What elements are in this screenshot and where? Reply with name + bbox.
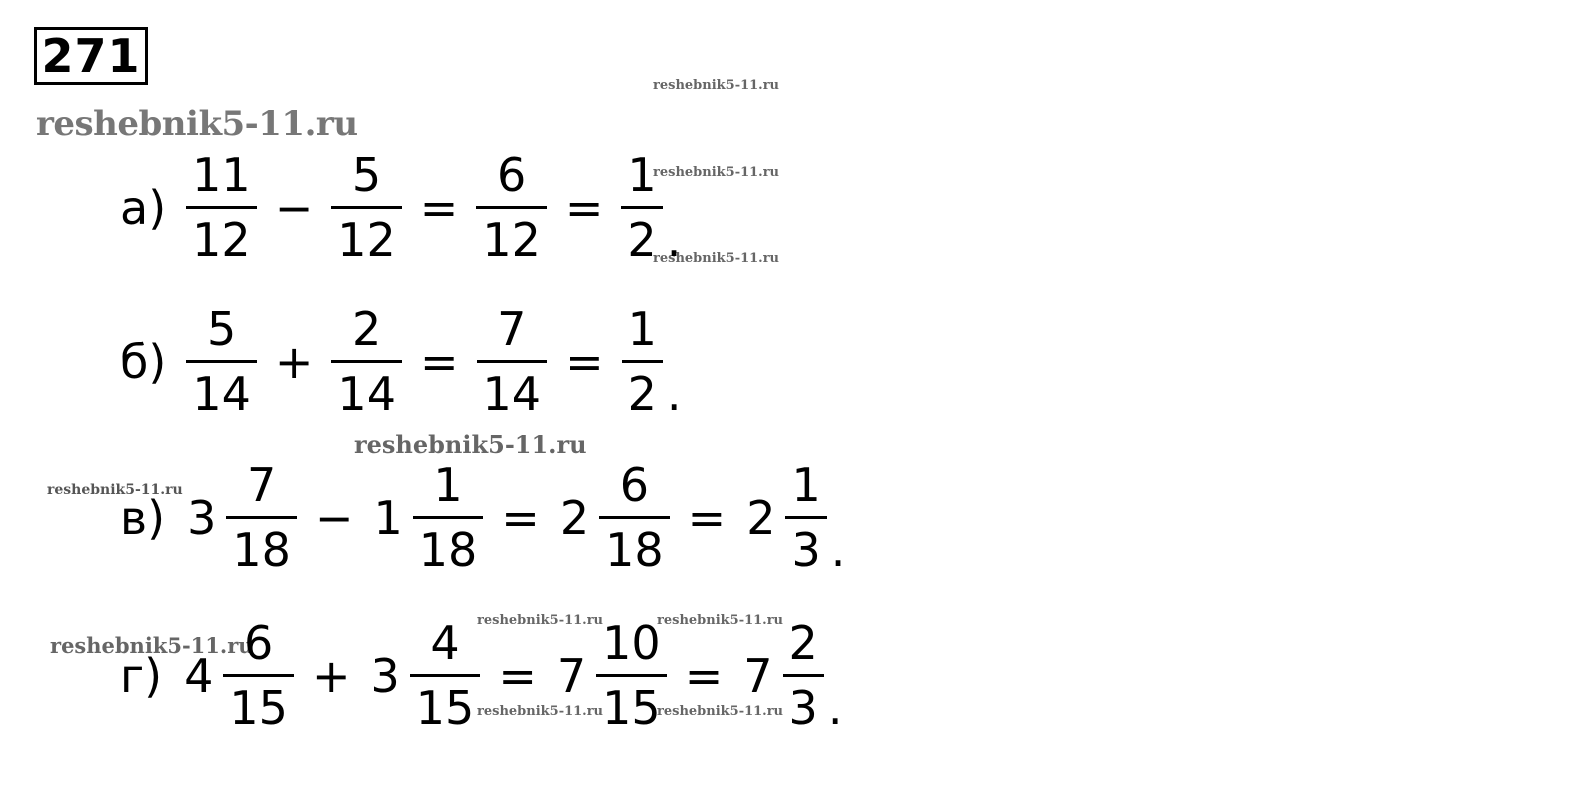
fraction (223, 616, 294, 735)
denominator: 14 (477, 360, 548, 417)
numerator: 6 (244, 616, 274, 670)
denominator: 18 (599, 516, 670, 573)
numerator: 1 (433, 458, 463, 512)
equals-operator: = (501, 490, 540, 545)
denominator: 14 (186, 360, 257, 417)
numerator: 1 (627, 148, 657, 202)
watermark-small: reshebnik5-11.ru (653, 165, 780, 180)
equation-label: в) (120, 490, 166, 545)
numerator: 2 (352, 302, 382, 356)
minus-operator: − (274, 180, 314, 235)
fraction (596, 616, 667, 735)
equation-b (120, 302, 682, 421)
watermark-small: reshebnik5-11.ru (47, 482, 183, 498)
equals-operator: = (419, 334, 459, 389)
watermark-small: reshebnik5-11.ru (653, 78, 780, 93)
denominator: 14 (331, 360, 402, 417)
watermark-large: reshebnik5-11.ru (36, 104, 358, 144)
whole-part: 3 (370, 648, 400, 703)
fraction (410, 616, 481, 735)
equation-label: г) (120, 648, 163, 703)
whole-part: 2 (746, 490, 776, 545)
whole-part: 3 (187, 490, 217, 545)
numerator: 7 (497, 302, 527, 356)
fraction (621, 148, 662, 267)
plus-operator: + (311, 648, 351, 703)
equals-operator: = (684, 648, 724, 703)
equation-label: б) (120, 334, 167, 389)
whole-part: 2 (559, 490, 590, 545)
watermark-small: reshebnik5-11.ru (657, 613, 784, 628)
denominator: 3 (785, 516, 826, 573)
watermark-medium: reshebnik5-11.ru (50, 633, 254, 658)
period: . (830, 523, 846, 577)
numerator: 10 (602, 616, 661, 670)
equals-operator: = (687, 490, 727, 545)
numerator: 7 (246, 458, 277, 512)
fraction (783, 616, 824, 735)
denominator: 15 (596, 674, 667, 731)
fraction (413, 458, 484, 577)
watermark-small: reshebnik5-11.ru (477, 613, 604, 628)
equals-operator: = (565, 334, 604, 389)
fraction (331, 302, 402, 421)
denominator: 2 (621, 206, 662, 263)
watermark-medium: reshebnik5-11.ru (354, 430, 587, 459)
fraction (599, 458, 670, 577)
fraction (622, 302, 663, 421)
minus-operator: − (314, 490, 354, 545)
denominator: 12 (331, 206, 402, 263)
numerator: 2 (788, 616, 818, 670)
watermark-small: reshebnik5-11.ru (653, 251, 780, 266)
fraction (186, 302, 257, 421)
equals-operator: = (564, 180, 604, 235)
denominator: 2 (622, 360, 663, 417)
equation-label: а) (120, 180, 167, 235)
numerator: 6 (619, 458, 649, 512)
fraction (476, 148, 547, 267)
period: . (827, 681, 843, 735)
numerator: 5 (351, 148, 382, 202)
fraction (785, 458, 826, 577)
plus-operator: + (274, 334, 314, 389)
denominator: 12 (476, 206, 547, 263)
numerator: 4 (430, 616, 460, 670)
equation-a (120, 148, 682, 267)
fraction (331, 148, 402, 267)
watermark-small: reshebnik5-11.ru (657, 704, 784, 719)
equals-operator: = (419, 180, 459, 235)
fraction (477, 302, 548, 421)
equation-g (120, 616, 843, 735)
whole-part: 1 (373, 490, 403, 545)
equation-v (120, 458, 846, 577)
numerator: 6 (496, 148, 527, 202)
whole-part: 7 (556, 648, 587, 703)
denominator: 15 (223, 674, 294, 731)
fraction (226, 458, 297, 577)
whole-part: 4 (184, 648, 214, 703)
denominator: 12 (186, 206, 257, 263)
numerator: 5 (206, 302, 237, 356)
denominator: 18 (226, 516, 297, 573)
denominator: 15 (410, 674, 481, 731)
period: . (666, 213, 682, 267)
numerator: 11 (192, 148, 251, 202)
numerator: 1 (791, 458, 821, 512)
period: . (666, 367, 682, 421)
watermark-small: reshebnik5-11.ru (477, 704, 604, 719)
denominator: 3 (783, 674, 824, 731)
fraction (186, 148, 257, 267)
numerator: 1 (627, 302, 657, 356)
whole-part: 7 (743, 648, 773, 703)
problem-number: 271 (34, 27, 148, 85)
denominator: 18 (413, 516, 484, 573)
equals-operator: = (498, 648, 537, 703)
